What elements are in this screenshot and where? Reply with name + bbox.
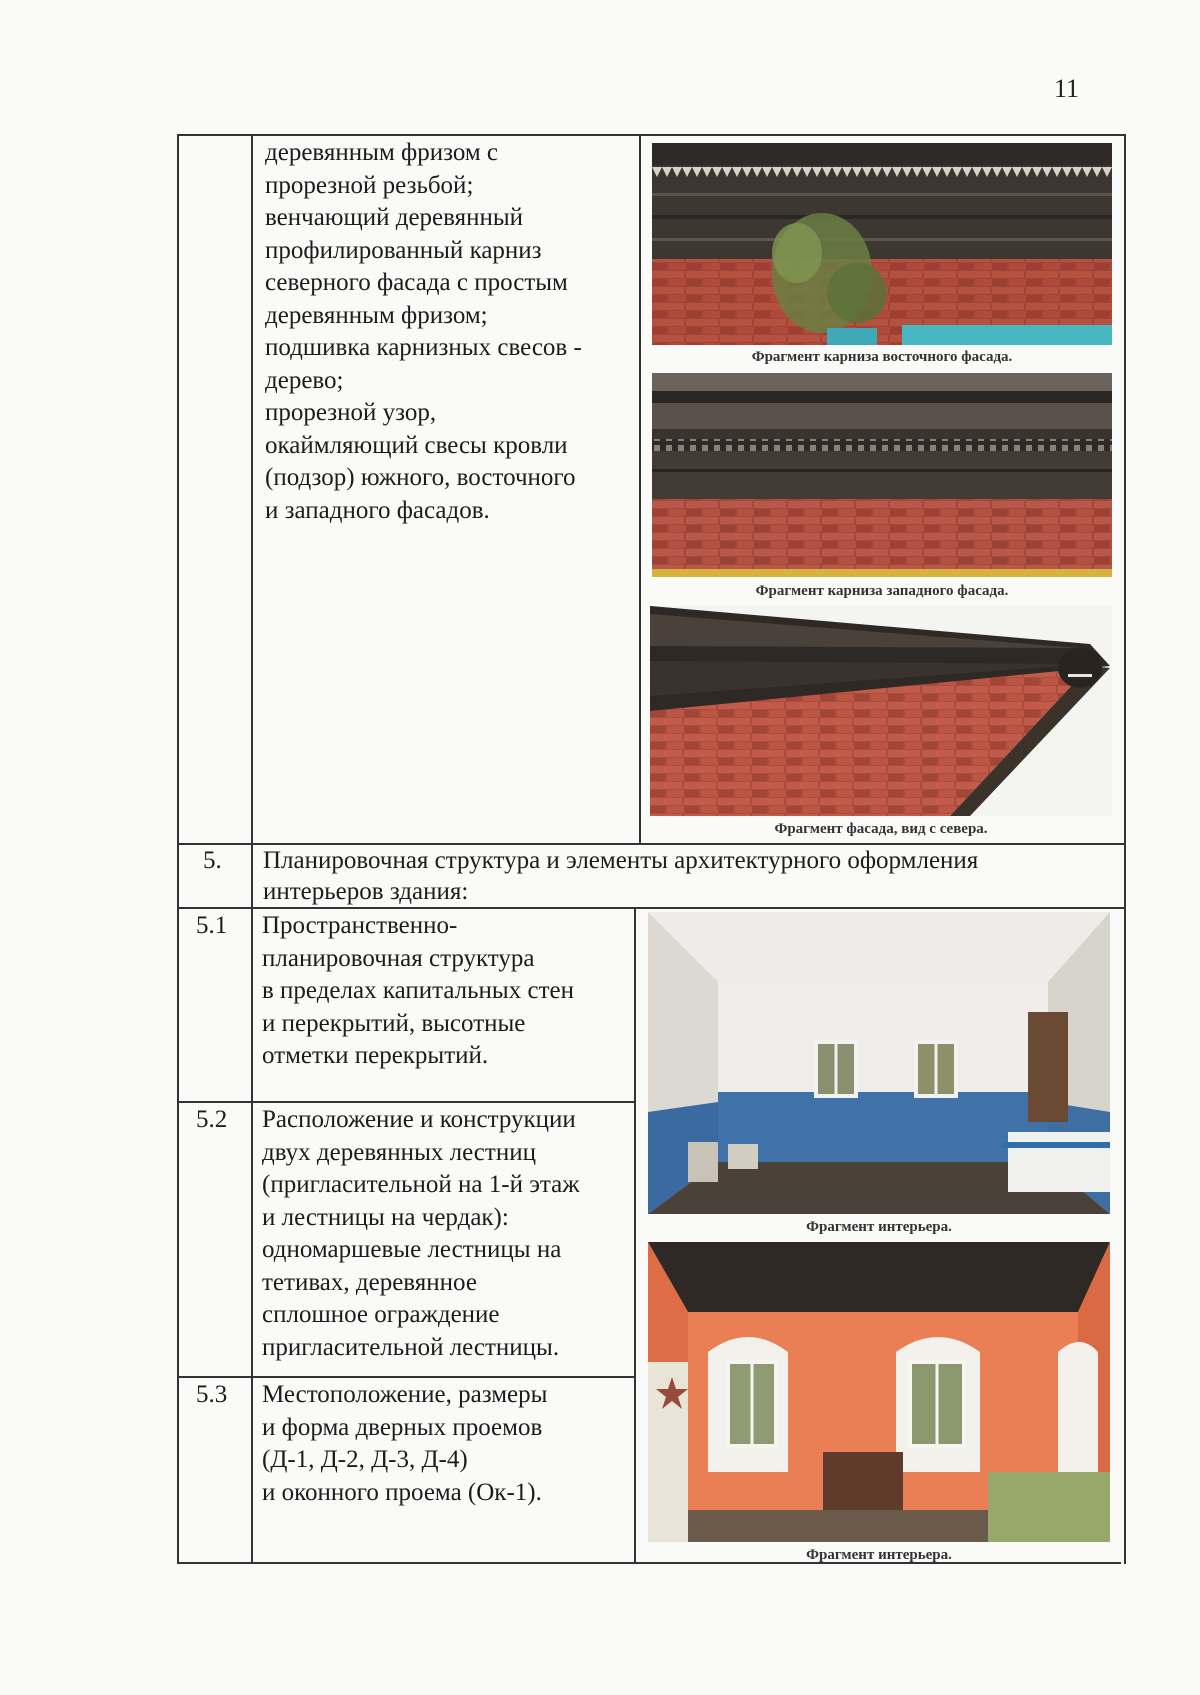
row-4-continuation-text: деревянным фризом с прорезной резьбой; венчающий деревянный профилированный карниз северного фасада с простым деревянным фризом; подшивка карнизных свесов - дерево; прорезной узор, окаймляющий свесы кровли (подзор) южного, восточного и западного фасадов. xyxy=(265,139,582,524)
photo-north-view-caption: Фрагмент фасада, вид с севера. xyxy=(774,821,988,837)
table-col-number-divider xyxy=(251,134,253,1564)
photo-interior-1-caption: Фрагмент интерьера. xyxy=(806,1219,952,1235)
row-5-text: Планировочная структура и элементы архитектурного оформления интерьеров здания: xyxy=(263,847,979,905)
photo-west-cornice xyxy=(652,373,1112,577)
table-border-top xyxy=(177,134,1126,136)
table-col-photo-divider-upper xyxy=(639,134,641,843)
row-5-1-text: Пространственно- планировочная структура в пределах капитальных стен и перекрытий, высотные отметки перекрытий. xyxy=(262,912,574,1069)
photo-north-view xyxy=(650,606,1112,816)
row-5-3-text: Местоположение, размеры и форма дверных проемов (Д-1, Д-2, Д-3, Д-4) и оконного проема (Ок-1). xyxy=(262,1381,548,1506)
table-border-right xyxy=(1124,134,1126,1564)
row-5-3-number: 5.3 xyxy=(196,1381,228,1408)
row-5-number: 5. xyxy=(203,847,222,874)
photo-interior-2-caption: Фрагмент интерьера. xyxy=(806,1547,952,1563)
table-row-divider xyxy=(177,1376,636,1378)
table-row-divider xyxy=(177,1101,636,1103)
row-5-2-text: Расположение и конструкции двух деревянных лестниц (пригласительной на 1-й этаж и лестницы на чердак): одномаршевые лестницы на тетивах, деревянное сплошное ограждение пригласительной лестницы. xyxy=(262,1106,580,1361)
table-border-left xyxy=(177,134,179,1564)
photo-west-cornice-caption: Фрагмент карниза западного фасада. xyxy=(755,583,1009,599)
photo-interior-1 xyxy=(648,912,1110,1214)
table-col-photo-divider-lower xyxy=(634,907,636,1564)
photo-east-cornice-caption: Фрагмент карниза восточного фасада. xyxy=(751,349,1013,365)
page-number: 11 xyxy=(1054,74,1080,103)
row-5-2-number: 5.2 xyxy=(196,1106,228,1133)
table-row-divider xyxy=(177,907,1124,909)
photo-interior-2 xyxy=(648,1242,1110,1542)
photo-east-cornice xyxy=(652,143,1112,345)
row-5-1-number: 5.1 xyxy=(196,912,228,939)
